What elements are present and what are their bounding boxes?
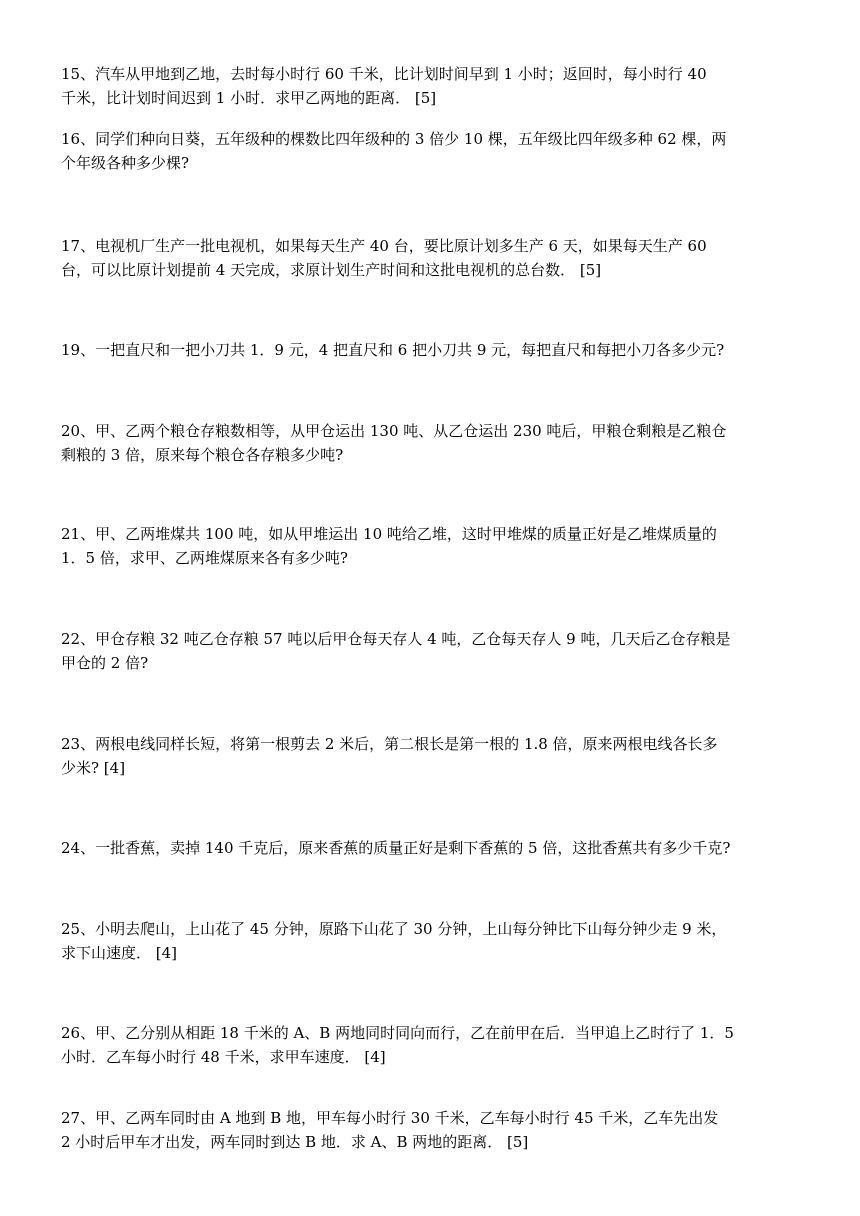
problem-15 [61,62,801,110]
problem-line: 15、汽车从甲地到乙地，去时每小时行 60 千米，比计划时间早到 1 小时；返回时，每小时行 40 [61,65,707,83]
problem-27 [61,1106,801,1154]
problem-line: 27、甲、乙两车同时由 A 地到 B 地，甲车每小时行 30 千米，乙车每小时行 45 千米，乙车先出发 [61,1109,719,1127]
problem-19 [61,338,801,362]
problem-line: 2 小时后甲车才出发，两车同时到达 B 地．求 A、B 两地的距离． [5] [61,1133,529,1151]
problem-21 [61,522,801,570]
problem-line: 16、同学们种向日葵，五年级种的棵数比四年级种的 3 倍少 10 棵，五年级比四年级多种 62 棵，两 [61,130,727,148]
problem-line: 个年级各种多少棵? [61,154,190,172]
problem-line: 21、甲、乙两堆煤共 100 吨，如从甲堆运出 10 吨给乙堆，这时甲堆煤的质量正好是乙堆煤质量的 [61,525,717,543]
problem-line: 26、甲、乙分别从相距 18 千米的 A、B 两地同时同向而行，乙在前甲在后．当甲追上乙时行了 1．5 [61,1024,734,1042]
problem-24 [61,836,801,860]
problem-line: 少米? [4] [61,759,126,777]
problem-line: 1．5 倍，求甲、乙两堆煤原来各有多少吨? [61,549,348,567]
problem-line: 20、甲、乙两个粮仓存粮数相等，从甲仓运出 130 吨、从乙仓运出 230 吨后，甲粮仓剩粮是乙粮仓 [61,422,727,440]
problem-line: 千米，比计划时间迟到 1 小时．求甲乙两地的距离． [5] [61,89,437,107]
problem-25 [61,917,801,965]
problem-26 [61,1021,801,1069]
problem-line: 25、小明去爬山，上山花了 45 分钟，原路下山花了 30 分钟，上山每分钟比下山每分钟少走 9 米， [61,920,727,938]
problem-line: 24、一批香蕉，卖掉 140 千克后，原来香蕉的质量正好是剩下香蕉的 5 倍，这批香蕉共有多少千克? [61,839,731,857]
problem-20 [61,419,801,467]
problem-line: 23、两根电线同样长短，将第一根剪去 2 米后，第二根长是第一根的 1.8 倍，原来两根电线各长多 [61,735,718,753]
problem-line: 22、甲仓存粮 32 吨乙仓存粮 57 吨以后甲仓每天存人 4 吨，乙仓每天存人 9 吨，几天后乙仓存粮是 [61,630,731,648]
problem-line: 小时．乙车每小时行 48 千米，求甲车速度． [4] [61,1048,386,1066]
problem-line: 17、电视机厂生产一批电视机，如果每天生产 40 台，要比原计划多生产 6 天，如果每天生产 60 [61,237,707,255]
problem-line: 剩粮的 3 倍，原来每个粮仓各存粮多少吨? [61,446,344,464]
problem-23 [61,732,801,780]
problem-line: 求下山速度． [4] [61,944,178,962]
problem-16 [61,127,801,175]
problem-line: 台，可以比原计划提前 4 天完成，求原计划生产时间和这批电视机的总台数． [5] [61,261,602,279]
problem-17 [61,234,801,282]
problem-line: 19、一把直尺和一把小刀共 1．9 元，4 把直尺和 6 把小刀共 9 元，每把直尺和每把小刀各多少元? [61,341,725,359]
problem-22 [61,627,801,675]
problem-line: 甲仓的 2 倍? [61,654,149,672]
